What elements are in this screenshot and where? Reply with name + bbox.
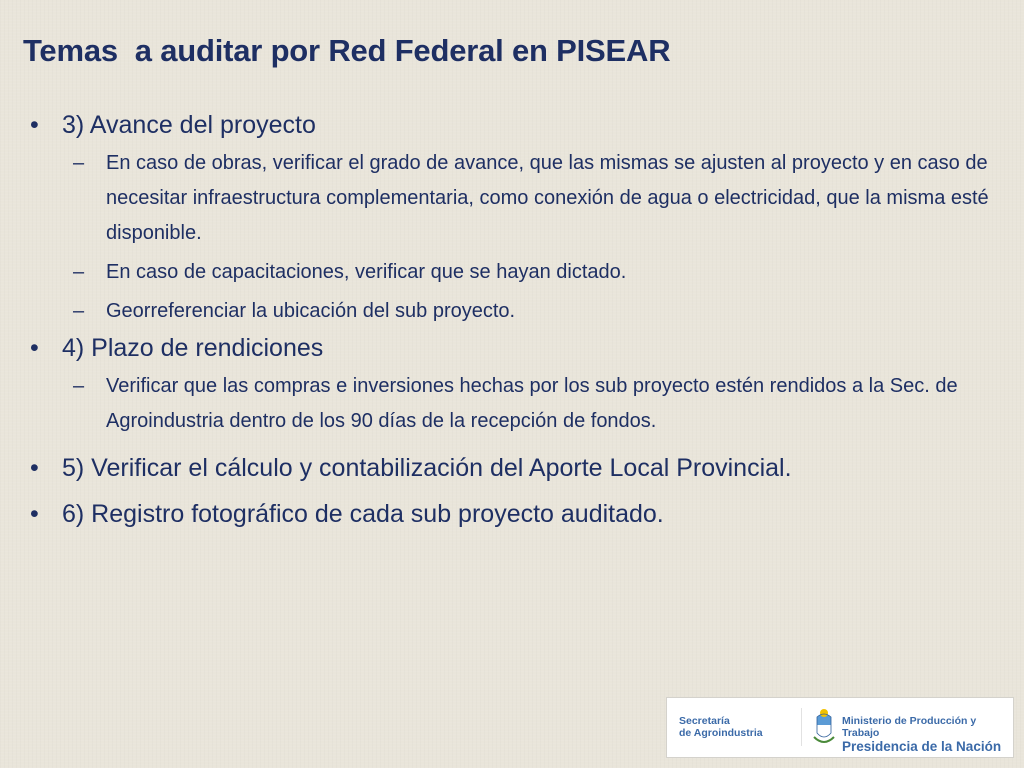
logo-right-line2: Presidencia de la Nación [842, 739, 1002, 754]
bullet-text: 3) Avance del proyecto [62, 111, 316, 139]
bullet-text: 4) Plazo de rendiciones [62, 334, 324, 362]
bullet-text: 5) Verificar el cálculo y contabilización del Aporte Local Provincial. [62, 454, 792, 482]
sub-bullet-item [30, 294, 990, 329]
sub-bullet-text: En caso de capacitaciones, verificar que se hayan dictado. [106, 261, 627, 283]
bullet-group-plazo [30, 331, 990, 439]
bullet-item [30, 497, 990, 531]
bullet-icon: • [30, 334, 39, 362]
argentina-coat-of-arms-icon [813, 707, 835, 745]
bullet-item [30, 108, 990, 142]
footer-logo-banner [666, 697, 1014, 758]
dash-icon: – [73, 300, 85, 322]
bullet-text: 6) Registro fotográfico de cada sub proyecto auditado. [62, 500, 664, 528]
slide-title: Temas a auditar por Red Federal en PISEAR [23, 33, 671, 68]
logo-left-line1: Secretaría [679, 715, 730, 727]
sub-bullet-text: En caso de obras, verificar el grado de avance, que las mismas se ajusten al proyecto y en caso de necesitar infraestructura complementaria, como conexión de agua o electricidad, que la misma esté disponible. [106, 152, 989, 244]
bullet-icon: • [30, 111, 39, 139]
sub-bullet-item [30, 369, 990, 439]
dash-icon: – [73, 152, 85, 174]
logo-right-line1: Ministerio de Producción y Trabajo [842, 715, 977, 739]
sub-bullet-text: Verificar que las compras e inversiones hechas por los sub proyecto estén rendidos a la Sec. de Agroindustria dentro de los 90 días de la recepción de fondos. [106, 375, 958, 432]
agroindustria-logo [679, 715, 763, 739]
bullet-icon: • [30, 500, 39, 528]
bullet-item [30, 451, 990, 485]
sub-bullet-text: Georreferenciar la ubicación del sub proyecto. [106, 300, 516, 322]
sub-bullet-item [30, 146, 990, 251]
dash-icon: – [73, 261, 85, 283]
bullet-group-avance [30, 108, 990, 329]
ministerio-logo-text [842, 715, 1013, 754]
sub-bullet-item [30, 255, 990, 290]
bullet-icon: • [30, 454, 39, 482]
logo-left-line2: de Agroindustria [679, 727, 763, 739]
logo-divider [801, 708, 802, 746]
bullet-item [30, 331, 990, 365]
bullet-list [30, 108, 990, 531]
dash-icon: – [73, 375, 85, 397]
